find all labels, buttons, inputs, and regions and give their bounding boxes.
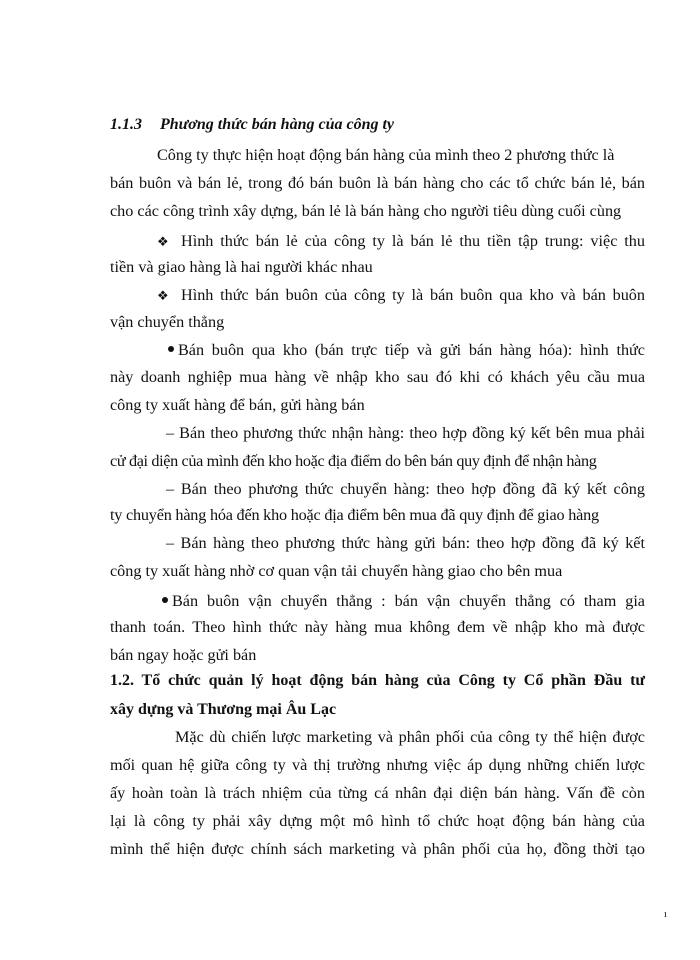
section-heading-1-2-continuation: xây dựng và Thương mại Âu Lạc — [110, 701, 337, 718]
sub-bullet-continuation: bán ngay hoặc gửi bán — [110, 646, 257, 664]
bullet-text: Hình thức bán lẻ của công ty là bán lẻ thu tiền tập trung: việc thu — [181, 232, 645, 250]
sub-bullet-text: Bán buôn qua kho (bán trực tiếp và gửi bán hàng hóa): hình thức — [178, 341, 645, 359]
sub-bullet-continuation: công ty xuất hàng để bán, gửi hàng bán — [110, 396, 365, 414]
paragraph-line: ấy hoàn toàn là trách nhiệm của từng cá nhân đại diện bán hàng. Vấn đề còn — [110, 784, 645, 802]
section-heading-1-1-3 — [110, 115, 394, 135]
bullet-continuation: tiền và giao hàng là hai người khác nhau — [110, 258, 373, 276]
sub-bullet-warehouse — [168, 340, 645, 360]
sub-bullet-text: Bán buôn vận chuyển thẳng : bán vận chuyển thẳng có tham gia — [172, 592, 645, 610]
section-number: 1.1.3 — [110, 116, 142, 133]
paragraph-line: mối quan hệ giữa công ty và thị trường nhưng việc áp dụng những chiến lược — [110, 756, 645, 774]
dash-continuation: ty chuyển hàng hóa đến kho hoặc địa điểm bên mua đã quy định để giao hàng — [110, 506, 599, 524]
paragraph-line: bán buôn và bán lẻ, trong đó bán buôn là bán hàng cho các tổ chức bán lẻ, bán — [110, 174, 645, 192]
dash-continuation: cử đại diện của mình đến kho hoặc địa điểm do bên bán quy định để nhận hàng — [110, 452, 597, 470]
sub-bullet-continuation: này doanh nghiệp mua hàng về nhập kho sau đó khi có khách yêu cầu mua — [110, 368, 645, 386]
paragraph-line: Mặc dù chiến lược marketing và phân phối của công ty thể hiện được — [175, 728, 645, 746]
bullet-continuation: vận chuyển thẳng — [110, 313, 225, 331]
paragraph-line: mình thể hiện được chính sách marketing và phân phối của họ, đồng thời tạo — [110, 840, 645, 858]
dash-item-receive: – Bán theo phương thức nhận hàng: theo hợp đồng ký kết bên mua phải — [166, 424, 645, 442]
bullet-item-wholesale — [157, 285, 645, 306]
dash-item-transfer: – Bán theo phương thức chuyển hàng: theo hợp đồng đã ký kết công — [166, 480, 645, 498]
dash-continuation: công ty xuất hàng nhờ cơ quan vận tải chuyển hàng giao cho bên mua — [110, 562, 563, 580]
paragraph-line: Công ty thực hiện hoạt động bán hàng của mình theo 2 phương thức là — [157, 146, 615, 164]
dash-item-consign: – Bán hàng theo phương thức hàng gửi bán: theo hợp đồng đã ký kết — [166, 534, 645, 552]
sub-bullet-direct — [162, 591, 645, 611]
paragraph-line: cho các công trình xây dựng, bán lẻ là bán hàng cho người tiêu dùng cuối cùng — [110, 202, 622, 220]
diamond-bullet-icon: ❖ — [157, 288, 169, 303]
paragraph-line: lại là công ty phải xây dựng một mô hình tổ chức hoạt động bán hàng của — [110, 812, 645, 830]
bullet-text: Hình thức bán buôn của công ty là bán buôn qua kho và bán buôn — [181, 286, 645, 304]
sub-bullet-continuation: thanh toán. Theo hình thức này hàng mua không đem về nhập kho mà được — [110, 618, 645, 636]
section-title: Phương thức bán hàng của công ty — [160, 116, 395, 133]
dot-bullet-icon — [168, 346, 174, 352]
section-heading-1-2: 1.2. Tổ chức quản lý hoạt động bán hàng của Công ty Cổ phần Đầu tư — [110, 672, 645, 689]
bullet-item-retail — [157, 231, 645, 252]
dot-bullet-icon — [162, 597, 168, 603]
diamond-bullet-icon: ❖ — [157, 234, 169, 249]
page-mark: ı — [664, 909, 667, 920]
